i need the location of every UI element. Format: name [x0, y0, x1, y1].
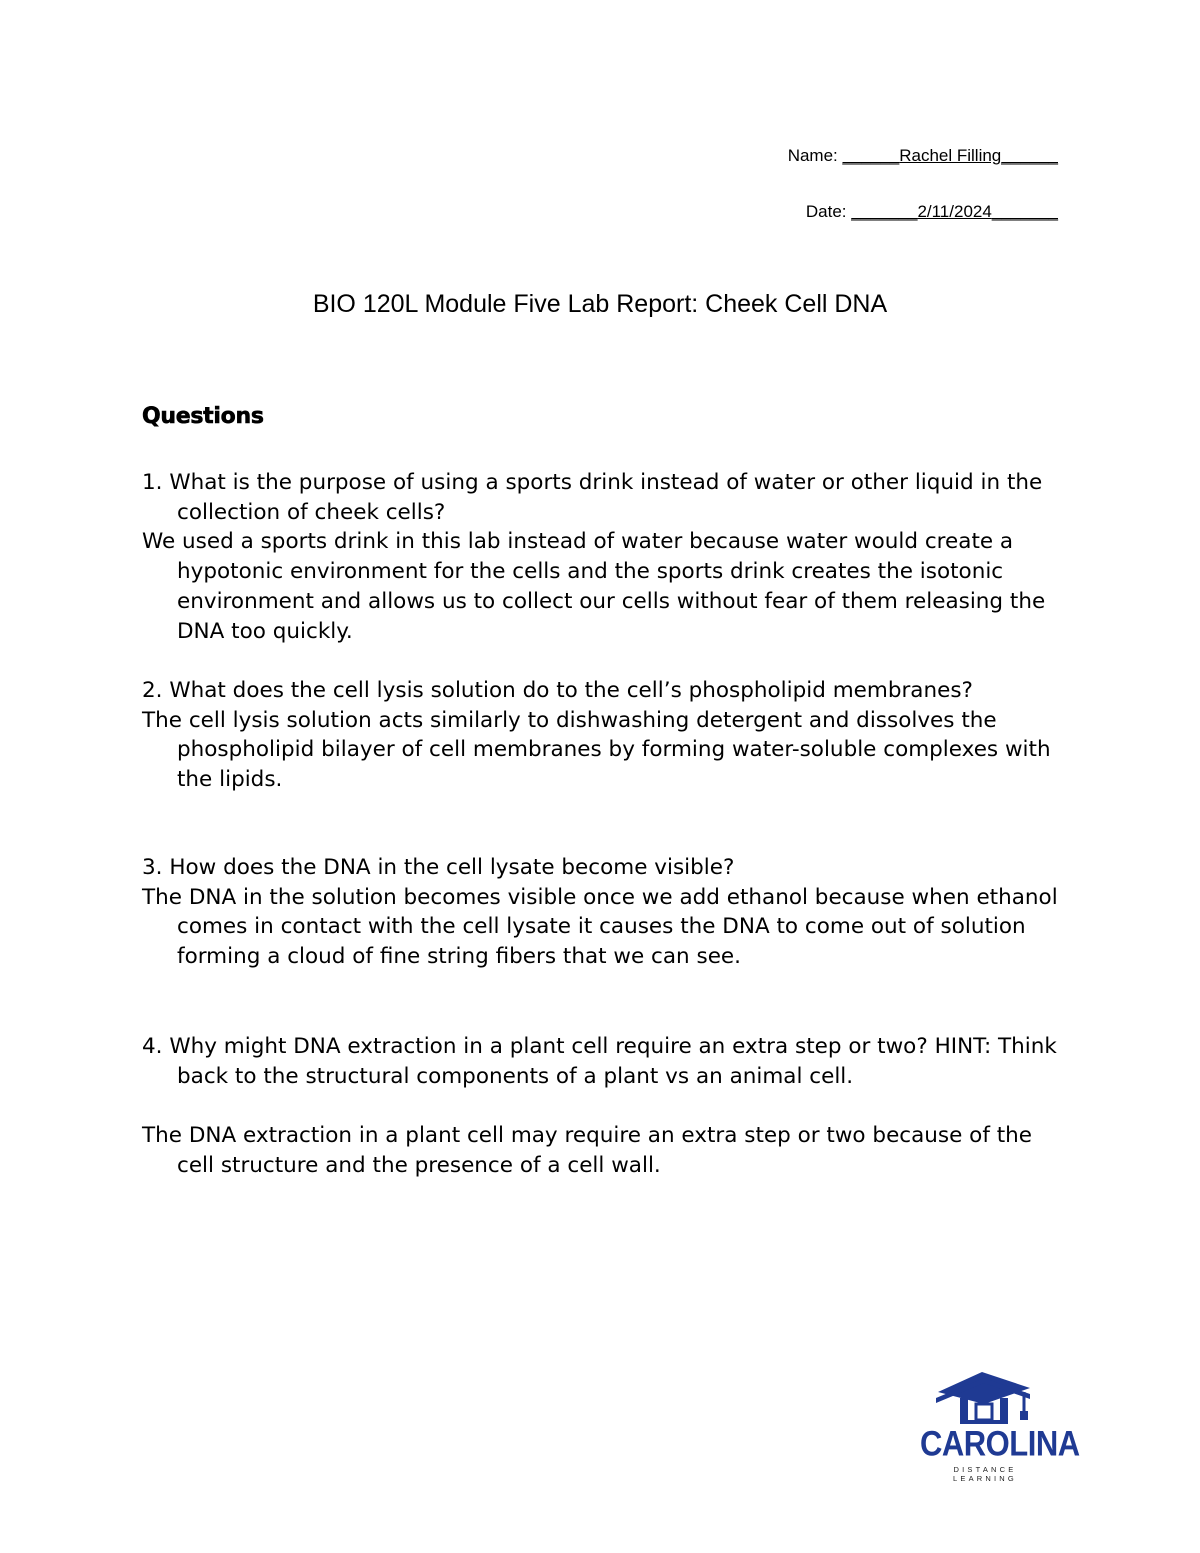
date-label: Date:: [805, 202, 852, 221]
answer-text: We used a sports drink in this lab instead of water because water would create a hypotonic environment for the cells and the sports drink creates the isotonic environment and allows us to collect our cells without fear of them releasing the DNA too quickly.: [142, 529, 1046, 644]
question-text: 4. Why might DNA extraction in a plant cell require an extra step or two? HINT: Think back to the structural components of a plant vs an animal cell.: [142, 1034, 1057, 1089]
date-underline-post: _______: [991, 202, 1058, 221]
answer-text: The cell lysis solution acts similarly to dishwashing detergent and dissolves the phospholipid bilayer of cell membranes by forming water-soluble complexes with the lipids.: [142, 707, 1051, 793]
answer-text: The DNA in the solution becomes visible once we add ethanol because when ethanol comes in contact with the cell lysate it causes the DNA to come out of solution forming a cloud of fine string fibers that we can see.: [142, 884, 1058, 970]
name-label: Name:: [787, 146, 843, 165]
section-heading: Questions: [142, 404, 264, 429]
logo-subtitle: DISTANCE LEARNING: [953, 1465, 1017, 1483]
date-value: 2/11/2024: [917, 202, 992, 221]
answer-text: The DNA extraction in a plant cell may require an extra step or two because of the cell structure and the presence of a cell wall.: [142, 1123, 1033, 1178]
graduation-cap-house-icon: [920, 1368, 1050, 1428]
question-block-3: [142, 853, 1062, 972]
question-text: 3. How does the DNA in the cell lysate become visible?: [142, 855, 735, 880]
logo-name: CAROLINA: [920, 1423, 1080, 1464]
question-block-1: [142, 468, 1062, 646]
document-title: BIO 120L Module Five Lab Report: Cheek Cell DNA: [312, 290, 888, 318]
question-text: 1. What is the purpose of using a sports drink instead of water or other liquid in the collection of cheek cells?: [142, 470, 1043, 525]
name-underline-pre: ______: [842, 146, 900, 165]
date-underline-pre: _______: [851, 202, 918, 221]
question-block-4: [142, 1032, 1062, 1181]
carolina-logo: [920, 1368, 1080, 1483]
name-field: [788, 146, 1058, 166]
date-field: [806, 202, 1058, 222]
question-block-2: [142, 676, 1062, 795]
name-value: Rachel Filling: [899, 146, 1002, 165]
name-underline-post: ______: [1001, 146, 1058, 165]
question-text: 2. What does the cell lysis solution do to the cell’s phospholipid membranes?: [142, 678, 973, 703]
